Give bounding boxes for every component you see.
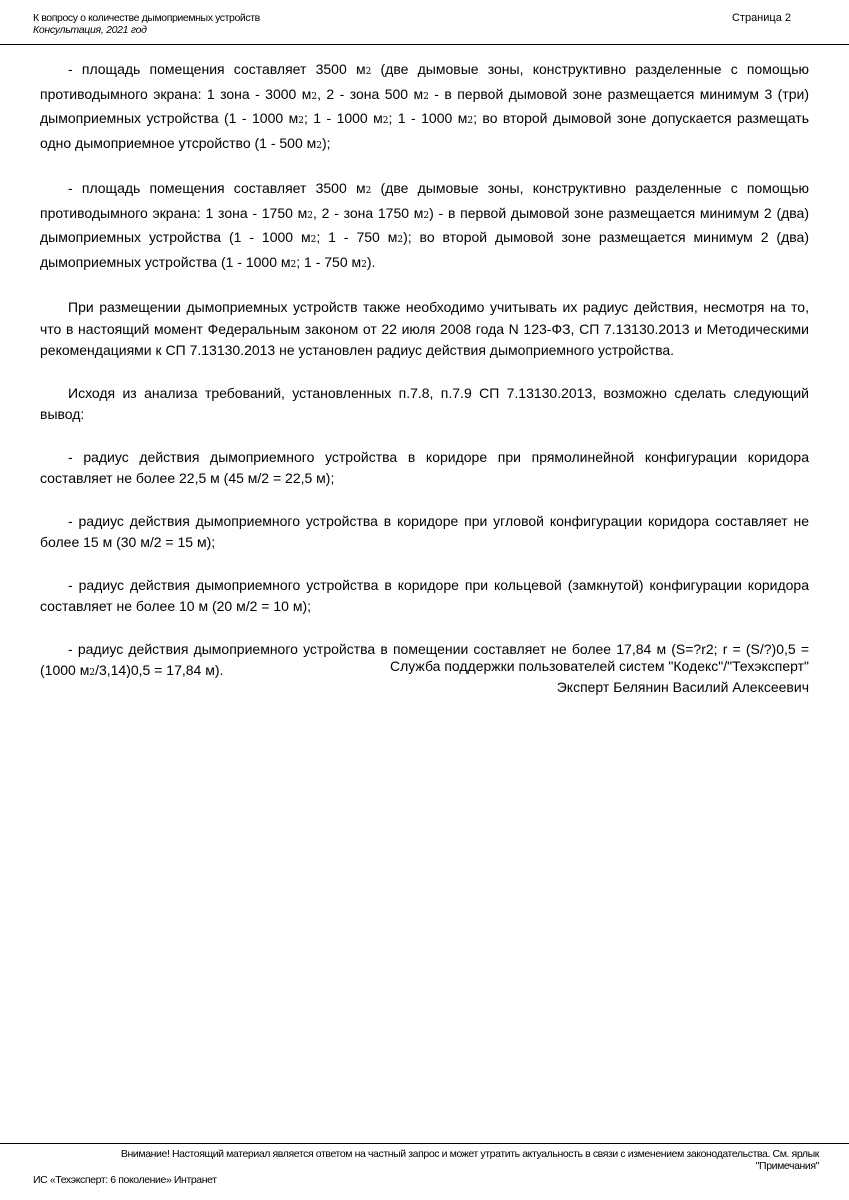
footer-system: ИС «Техэксперт: 6 поколение» Интранет	[33, 1174, 217, 1186]
paragraph: Исходя из анализа требований, установленных п.7.8, п.7.9 СП 7.13130.2013, возможно сделать следующий вывод:	[40, 384, 809, 422]
signature-block	[390, 656, 809, 698]
paragraph: - радиус действия дымоприемного устройства в коридоре при прямолинейной конфигурации коридора составляет не более 22,5 м (45 м/2 = 22,5 м);	[40, 448, 809, 486]
unit-exponent: 2	[365, 186, 372, 196]
page-header	[33, 12, 816, 45]
page-footer	[33, 1148, 819, 1186]
unit-exponent: 2	[298, 116, 304, 126]
paragraph: При размещении дымоприемных устройств также необходимо учитывать их радиус действия, несмотря на то, что в настоящий момент Федеральным законом от 22 июля 2008 года N 123-ФЗ, СП 7.13130.2013 и Методическими рекомендациями к СП 7.13130.2013 не установлен радиус действия дымоприемного устройства.	[40, 299, 809, 358]
unit-exponent: 2	[361, 259, 367, 270]
unit-exponent: 2	[467, 116, 474, 126]
unit-exponent: 2	[423, 91, 429, 102]
unit-exponent: 2	[423, 210, 430, 221]
paragraph: - радиус действия дымоприемного устройства в коридоре при кольцевой (замкнутой) конфигурации коридора составляет не более 10 м (20 м/2 = 10 м);	[40, 576, 809, 614]
unit-exponent: 2	[397, 235, 404, 245]
unit-exponent: 2	[311, 91, 318, 102]
page-number: Страница 2	[731, 12, 791, 24]
footer-divider	[0, 1143, 849, 1144]
unit-exponent: 2	[365, 67, 372, 77]
unit-exponent: 2	[382, 116, 389, 126]
paragraph: - радиус действия дымоприемного устройства в помещении составляет не более 17,84 м (S=?r2; r = (S/?)0,5 = (1000 м2/3,14)0,5 = 17,84 м).	[40, 640, 809, 678]
paragraph: - площадь помещения составляет 3500 м2 (две дымовые зоны, конструктивно разделенные с помощью противодымного экрана: 1 зона - 3000 м2, 2 - зона 500 м2 - в первой дымовой зоне размещается минимум 3 (три) дымоприемных устройства (1 - 1000 м2; 1 - 1000 м2; 1 - 1000 м2; во второй дымовой зоне допускается размещать одно дымоприемное утсройство (1 - 500 м2);	[40, 61, 810, 151]
document-body	[40, 59, 809, 706]
footer-warning-line1: Внимание! Настоящий материал является ответом на частный запрос и может утратить актуальность в связи с изменением законодательства. См. ярлык	[120, 1148, 819, 1160]
unit-exponent: 2	[316, 140, 323, 151]
footer-warning-line2: "Примечания"	[755, 1160, 819, 1172]
unit-exponent: 2	[89, 668, 96, 678]
paragraph: - радиус действия дымоприемного устройства в коридоре при угловой конфигурации коридора составляет не более 15 м (30 м/2 = 15 м);	[40, 512, 809, 550]
paragraph: - площадь помещения составляет 3500 м2 (две дымовые зоны, конструктивно разделенные с помощью противодымного экрана: 1 зона - 1750 м2, 2 - зона 1750 м2) - в первой дымовой зоне размещается минимум 2 (два) дымоприемных устройства (1 - 1000 м2; 1 - 750 м2); во второй дымовой зоне размещается минимум 2 (два) дымоприемных устройства (1 - 1000 м2; 1 - 750 м2).	[40, 180, 810, 270]
signature-service: Служба поддержки пользователей систем "Кодекс"/"Техэксперт"	[389, 658, 809, 674]
signature-expert: Эксперт Белянин Василий Алексеевич	[556, 679, 809, 695]
header-divider	[0, 44, 849, 45]
unit-exponent: 2	[310, 235, 317, 245]
document-subtitle: Консультация, 2021 год	[33, 24, 147, 36]
footer-warning	[33, 1148, 819, 1172]
unit-exponent: 2	[290, 259, 297, 270]
document-title: К вопросу о количестве дымоприемных устройств	[33, 12, 260, 24]
unit-exponent: 2	[307, 210, 314, 221]
